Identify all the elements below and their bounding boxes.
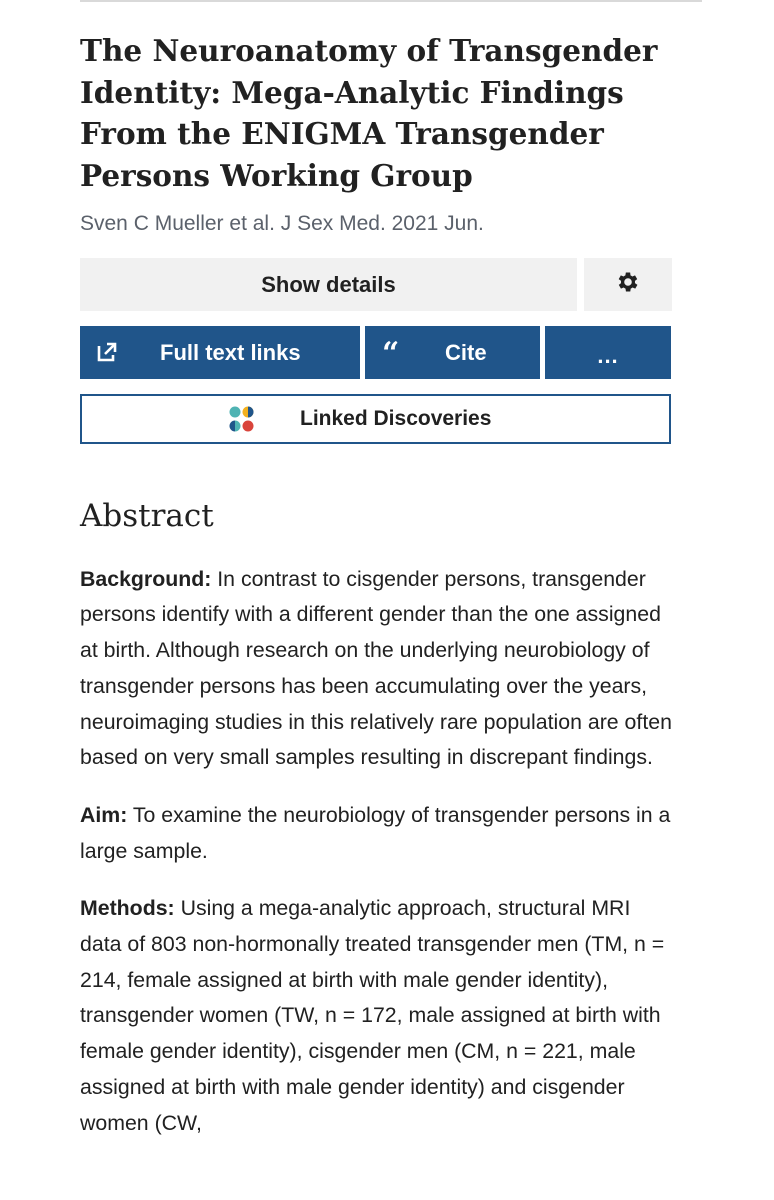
abstract-aim-label: Aim: [80, 802, 128, 827]
abstract-methods [80, 891, 672, 1141]
more-actions-label: ... [597, 342, 619, 368]
quote-icon: “ [382, 336, 400, 371]
article-title: The Neuroanatomy of Transgender Identity: Mega-Analytic Findings From the ENIGMA Transgender Persons Working Group [80, 33, 658, 193]
abstract-aim [80, 798, 672, 869]
abstract-aim-text: To examine the neurobiology of transgender persons in a large sample. [80, 802, 671, 863]
abstract-background-text: In contrast to cisgender persons, transgender persons identify with a different gender than the one assigned at birth. Although research on the underlying neurobiology of transgender persons has been accumulating over the years, neuroimaging studies in this relatively rare population are often based on very small samples resulting in discrepant findings. [80, 566, 672, 770]
abstract-methods-text: Using a mega-analytic approach, structural MRI data of 803 non-hormonally treated transgender men (TM, n = 214, female assigned at birth with male gender identity), transgender women (TW, n = 172, male assigned at birth with female gender identity), cisgender men (CM, n = 221, male assigned at birth with male gender identity) and cisgender women (CW, [80, 896, 665, 1135]
gear-icon [615, 269, 641, 300]
abstract-methods-label: Methods: [80, 896, 175, 921]
abstract-background-label: Background: [80, 566, 212, 591]
linked-discoveries-button[interactable] [80, 394, 671, 444]
show-details-label: Show details [261, 271, 396, 297]
show-details-button[interactable] [80, 258, 577, 311]
linked-discoveries-icon [228, 405, 256, 439]
article-citation: Sven C Mueller et al. J Sex Med. 2021 Jun. [80, 212, 484, 235]
settings-button[interactable] [584, 258, 672, 311]
actions-row [80, 326, 672, 379]
top-divider [80, 0, 702, 2]
abstract-heading: Abstract [80, 498, 214, 534]
cite-button[interactable] [365, 326, 540, 379]
linked-discoveries-label: Linked Discoveries [300, 407, 492, 430]
details-row [80, 258, 672, 311]
article-content [80, 30, 672, 1163]
full-text-links-button[interactable] [80, 326, 360, 379]
full-text-links-label: Full text links [160, 339, 301, 365]
cite-label: Cite [445, 339, 487, 365]
more-actions-button[interactable] [545, 326, 671, 379]
external-link-icon [96, 341, 118, 363]
abstract-background [80, 562, 672, 776]
